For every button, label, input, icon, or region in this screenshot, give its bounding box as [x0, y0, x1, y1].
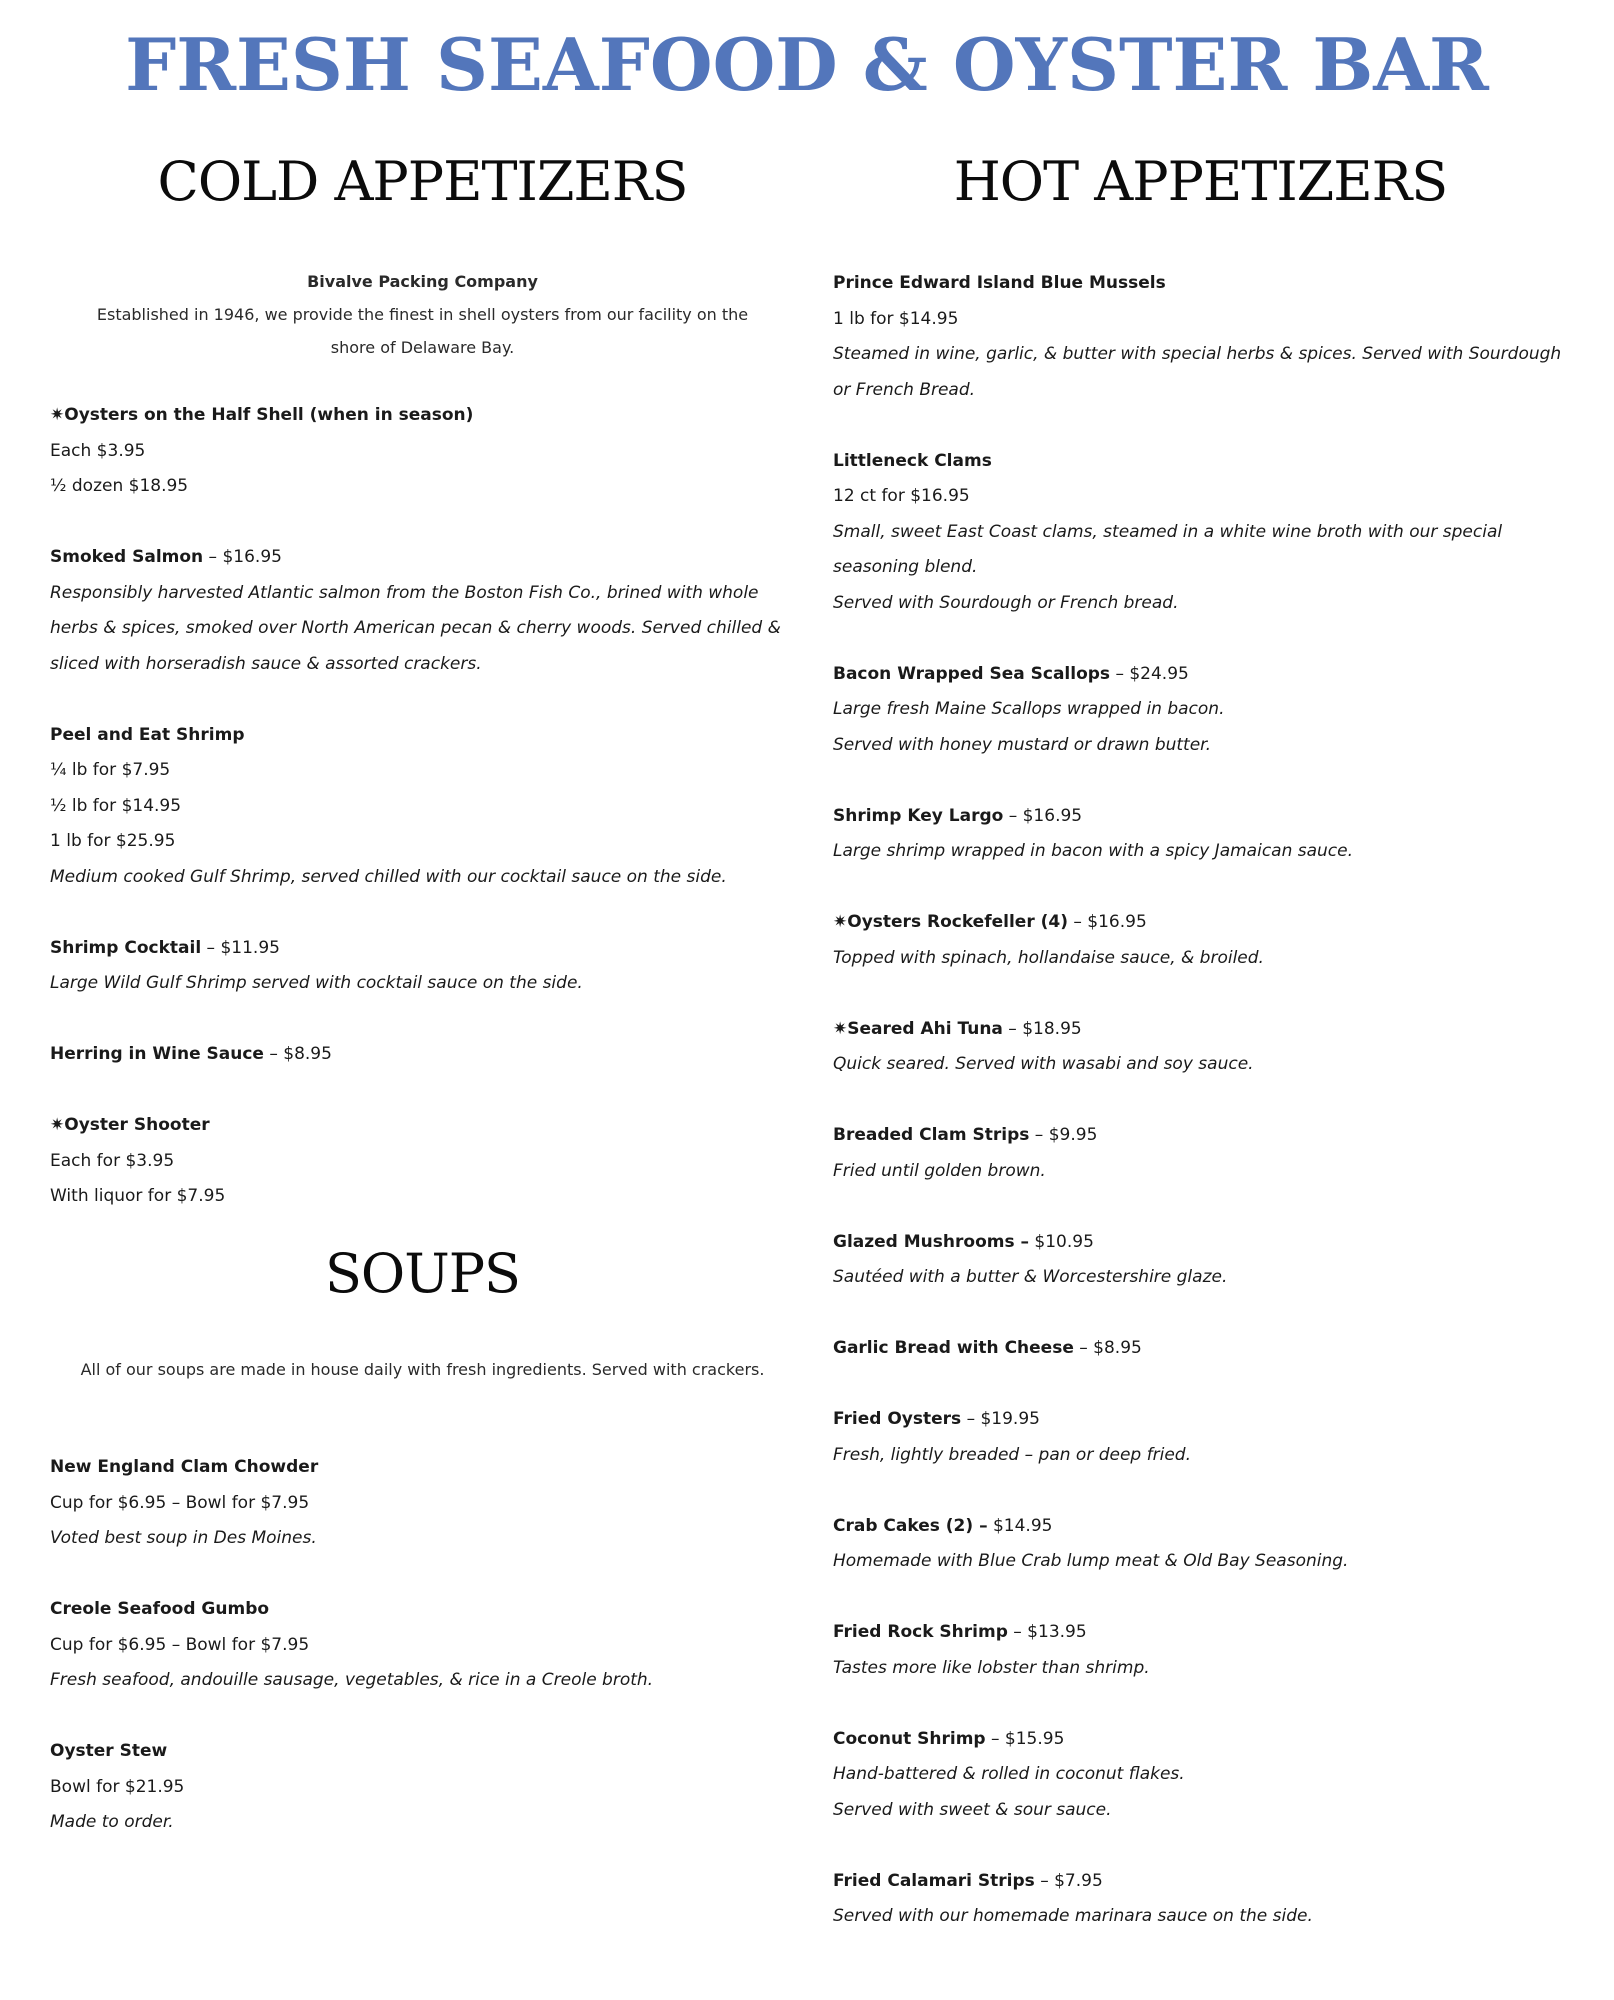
- menu-item-header: [833, 1722, 1568, 1758]
- menu-item-price: – $15.95: [985, 1728, 1065, 1749]
- menu-item-price-line: ¼ lb for $7.95: [50, 760, 171, 780]
- menu-item-price: – $11.95: [201, 937, 280, 958]
- menu-item: [833, 444, 1568, 622]
- menu-item-name: Shrimp Cocktail: [50, 937, 202, 958]
- hot-appetizers-list: [833, 266, 1568, 1935]
- menu-item-header: [833, 266, 1568, 302]
- menu-item-header: [833, 1225, 1568, 1261]
- menu-item-price-line: 1 lb for $14.95: [833, 308, 959, 329]
- menu-item-name: Oyster Stew: [50, 1741, 168, 1761]
- menu-item: [50, 1037, 795, 1073]
- menu-item: [833, 905, 1568, 976]
- soups-list: [50, 1450, 795, 1841]
- menu-item: [50, 398, 795, 505]
- menu-item-header: [833, 799, 1568, 835]
- menu-item-header: [833, 1012, 1568, 1048]
- menu-item-price-line: Bowl for $21.95: [50, 1776, 185, 1797]
- menu-item-price: – $16.95: [1067, 912, 1147, 932]
- menu-item: [833, 1509, 1568, 1580]
- star-icon: ✷: [833, 1018, 848, 1039]
- menu-item-header: [50, 1450, 795, 1486]
- left-column: [50, 150, 795, 1876]
- menu-item-header: [833, 1509, 1568, 1545]
- soups-intro: [50, 1353, 795, 1386]
- menu-item-name: Oysters Rockefeller (4): [847, 912, 1068, 932]
- hot-appetizers-heading: HOT APPETIZERS: [953, 150, 1448, 213]
- menu-item-price: – $19.95: [961, 1409, 1040, 1429]
- menu-item-price: – $9.95: [1029, 1125, 1098, 1145]
- menu-item-header: [833, 1331, 1568, 1367]
- soups-intro-text: All of our soups are made in house daily with fresh ingredients. Served with crackers.: [80, 1360, 765, 1379]
- menu-item-header: [50, 1734, 795, 1770]
- menu-item-price-line: 1 lb for $25.95: [50, 831, 176, 851]
- menu-item-price: – $18.95: [1002, 1018, 1082, 1039]
- menu-item-price-line: Each for $3.95: [50, 1150, 175, 1171]
- menu-item-price-line: With liquor for $7.95: [50, 1186, 226, 1206]
- menu-item-price: – $16.95: [1003, 805, 1083, 826]
- menu-item: [833, 1331, 1568, 1367]
- menu-item: [50, 1108, 795, 1215]
- menu-item-price-line: ½ lb for $14.95: [50, 795, 182, 816]
- menu-item: [50, 931, 795, 1002]
- menu-item: [833, 657, 1568, 764]
- menu-item-header: [50, 1592, 795, 1628]
- cold-intro-title: Bivalve Packing Company: [307, 272, 538, 291]
- star-icon: ✷: [833, 912, 848, 932]
- menu-item-header: [50, 398, 795, 434]
- menu-item-price-line: Each $3.95: [50, 440, 146, 461]
- menu-item-description: Sautéed with a butter & Worcestershire glaze.: [833, 1267, 1228, 1287]
- menu-item-price: – $24.95: [1110, 663, 1189, 684]
- menu-item-name: Oysters on the Half Shell (when in season): [64, 405, 474, 425]
- menu-item: [833, 1118, 1568, 1189]
- menu-item-description: Homemade with Blue Crab lump meat & Old Bay Seasoning.: [833, 1551, 1349, 1571]
- menu-item-header: [833, 1402, 1568, 1438]
- menu-item-header: [50, 540, 795, 576]
- menu-item-description: Fresh, lightly breaded – pan or deep fried.: [833, 1444, 1191, 1465]
- menu-item-description: Large Wild Gulf Shrimp served with cocktail sauce on the side.: [50, 973, 583, 993]
- menu-item: [50, 1450, 795, 1557]
- menu-item-name: New England Clam Chowder: [50, 1457, 319, 1477]
- menu-item-description: Made to order.: [50, 1812, 174, 1832]
- menu-item: [833, 266, 1568, 408]
- menu-item-name: Glazed Mushrooms –: [833, 1231, 1029, 1252]
- menu-item-name: Coconut Shrimp: [833, 1728, 986, 1749]
- menu-item-price-line: ½ dozen $18.95: [50, 476, 189, 496]
- menu-item-header: [833, 1864, 1568, 1900]
- menu-item-description: Small, sweet East Coast clams, steamed in a white wine broth with our special seasoning blend.: [833, 521, 1503, 577]
- menu-item-header: [833, 657, 1568, 693]
- cold-intro: [50, 265, 795, 364]
- menu-item-description: Large fresh Maine Scallops wrapped in bacon.: [833, 699, 1225, 719]
- menu-item: [833, 1615, 1568, 1686]
- menu-item-header: [833, 905, 1568, 941]
- menu-item-price: – $8.95: [1073, 1338, 1142, 1358]
- menu-item-header: [50, 1108, 795, 1144]
- menu-item-price: – $8.95: [263, 1044, 332, 1064]
- menu-item-description: Hand-battered & rolled in coconut flakes.: [833, 1764, 1185, 1784]
- menu-item-name: Fried Oysters: [833, 1409, 962, 1429]
- menu-item-name: Breaded Clam Strips: [833, 1125, 1030, 1145]
- menu-item-name: Littleneck Clams: [833, 450, 992, 471]
- menu-item-description: Large shrimp wrapped in bacon with a spicy Jamaican sauce.: [833, 841, 1354, 861]
- cold-intro-text: Established in 1946, we provide the finest in shell oysters from our facility on the shore of Delaware Bay.: [96, 305, 749, 357]
- menu-item: [833, 1012, 1568, 1083]
- menu-item-name: Herring in Wine Sauce: [50, 1044, 264, 1064]
- menu-item-description: Tastes more like lobster than shrimp.: [833, 1657, 1150, 1678]
- menu-item: [50, 540, 795, 682]
- menu-item: [833, 799, 1568, 870]
- soups-heading: SOUPS: [324, 1242, 521, 1305]
- menu-item: [833, 1864, 1568, 1935]
- menu-item: [833, 1722, 1568, 1829]
- menu-item: [50, 1592, 795, 1699]
- menu-item-name: Fried Calamari Strips: [833, 1870, 1035, 1891]
- menu-item: [50, 1734, 795, 1841]
- menu-item-price: – $7.95: [1034, 1870, 1103, 1891]
- cold-appetizers-heading: COLD APPETIZERS: [157, 150, 688, 213]
- menu-item-description: Fried until golden brown.: [833, 1160, 1046, 1181]
- menu-item-name: Bacon Wrapped Sea Scallops: [833, 663, 1111, 684]
- menu-item-price-line: Cup for $6.95 – Bowl for $7.95: [50, 1492, 310, 1513]
- menu-item-price-line: 12 ct for $16.95: [833, 486, 970, 506]
- menu-item: [833, 1225, 1568, 1296]
- menu-item-price-line: Cup for $6.95 – Bowl for $7.95: [50, 1634, 310, 1655]
- menu-item-description: Steamed in wine, garlic, & butter with special herbs & spices. Served with Sourdough or French Bread.: [833, 344, 1562, 400]
- menu-item-name: Peel and Eat Shrimp: [50, 724, 245, 745]
- menu-item: [50, 718, 795, 896]
- menu-item-name: Fried Rock Shrimp: [833, 1622, 1008, 1642]
- menu-item-name: Creole Seafood Gumbo: [50, 1599, 270, 1619]
- page-title: FRESH SEAFOOD & OYSTER BAR: [125, 22, 1489, 107]
- menu-item-header: [50, 931, 795, 967]
- menu-item-description: Served with honey mustard or drawn butter.: [833, 734, 1212, 755]
- menu-item-description: Topped with spinach, hollandaise sauce, & broiled.: [833, 947, 1264, 968]
- menu-item-price: $10.95: [1029, 1231, 1094, 1252]
- menu-item-description: Responsibly harvested Atlantic salmon from the Boston Fish Co., brined with whole herbs & spices, smoked over North American pecan & cherry woods. Served chilled & sliced with horseradish sauce & assorted crackers.: [50, 582, 781, 674]
- menu-item-name: Garlic Bread with Cheese: [833, 1338, 1074, 1358]
- menu-item-price: $14.95: [987, 1515, 1053, 1536]
- menu-item-name: Seared Ahi Tuna: [847, 1018, 1003, 1039]
- menu-item-description: Served with Sourdough or French bread.: [833, 592, 1179, 613]
- menu-item-description: Fresh seafood, andouille sausage, vegetables, & rice in a Creole broth.: [50, 1670, 654, 1690]
- menu-item-description: Voted best soup in Des Moines.: [50, 1528, 317, 1548]
- menu-item-header: [833, 444, 1568, 480]
- star-icon: ✷: [50, 405, 65, 425]
- menu-item: [833, 1402, 1568, 1473]
- star-icon: ✷: [50, 1115, 65, 1135]
- menu-item-name: Prince Edward Island Blue Mussels: [833, 273, 1166, 293]
- menu-item-price: – $16.95: [203, 547, 282, 567]
- menu-item-name: Shrimp Key Largo: [833, 805, 1004, 826]
- menu-item-name: Oyster Shooter: [64, 1115, 210, 1135]
- menu-item-header: [50, 1037, 795, 1073]
- menu-item-name: Crab Cakes (2) –: [833, 1515, 988, 1536]
- menu-item-description: Medium cooked Gulf Shrimp, served chilled with our cocktail sauce on the side.: [50, 866, 727, 887]
- menu-item-header: [833, 1615, 1568, 1651]
- right-column: [833, 150, 1568, 1970]
- menu-item-header: [833, 1118, 1568, 1154]
- menu-item-description: Served with our homemade marinara sauce on the side.: [833, 1906, 1313, 1926]
- menu-item-price: – $13.95: [1007, 1622, 1087, 1642]
- menu-item-name: Smoked Salmon: [50, 547, 204, 567]
- menu-item-description: Served with sweet & sour sauce.: [833, 1799, 1112, 1820]
- menu-item-description: Quick seared. Served with wasabi and soy sauce.: [833, 1054, 1254, 1074]
- cold-appetizers-list: [50, 398, 795, 1215]
- menu-item-header: [50, 718, 795, 754]
